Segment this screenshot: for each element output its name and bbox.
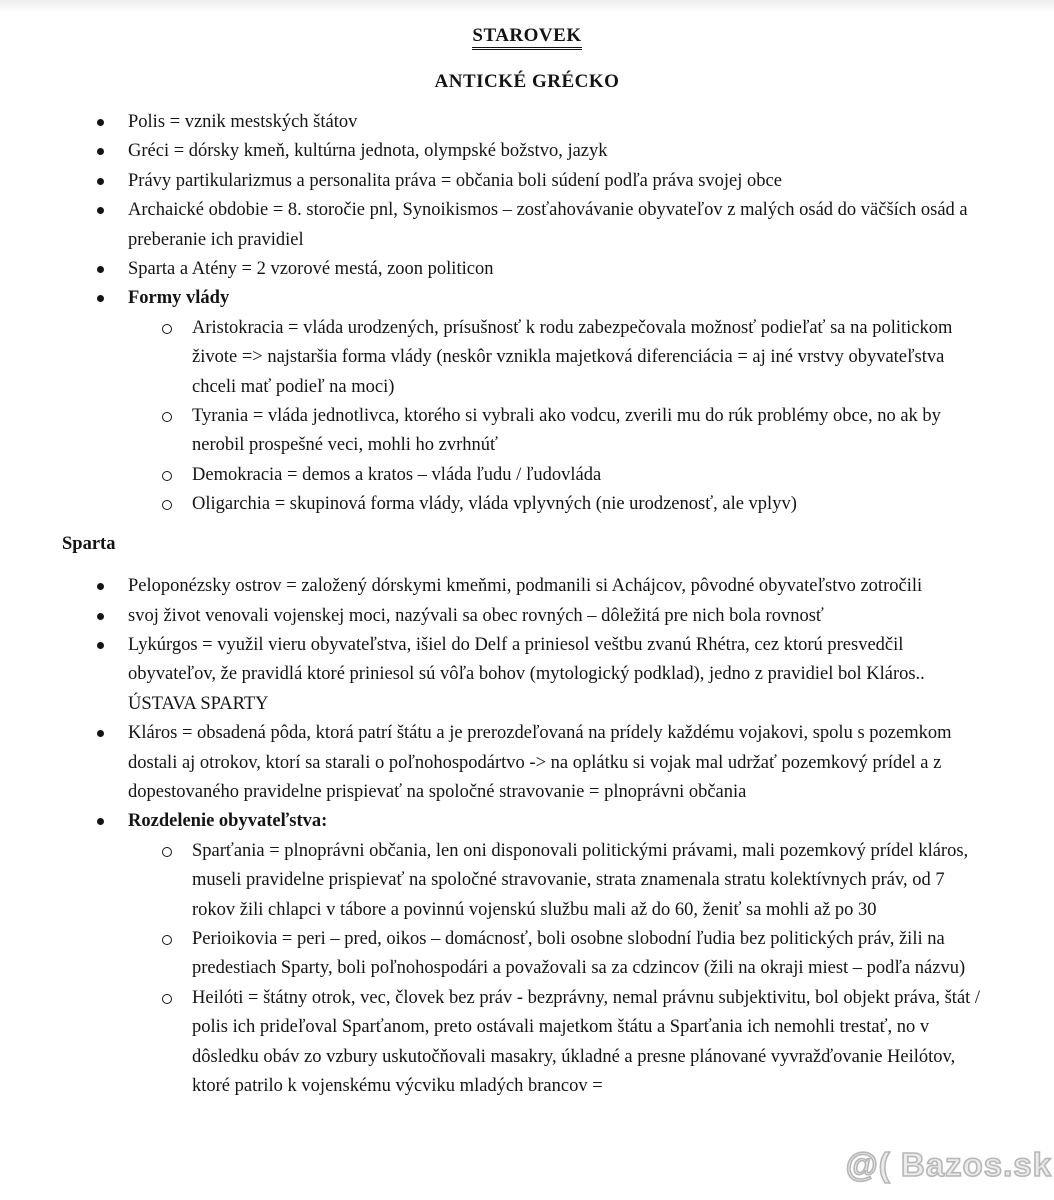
list-subitem	[0, 402, 1054, 461]
circle-bullet-icon	[160, 314, 192, 402]
list-item-text: Perioikovia = peri – pred, oikos – domácnosť, boli osobne slobodní ľudia bez politických práv, žili na predestiach Sparty, boli poľnohospodári a považovali sa za cdzincov (žili na okraji miest – podľa názvu)	[192, 928, 966, 979]
sparta-list	[0, 572, 1054, 1101]
bullet-icon	[95, 167, 128, 196]
intro-list	[0, 108, 1054, 520]
list-subitem	[0, 837, 1054, 925]
circle-bullet-icon	[160, 402, 192, 461]
bullet-icon	[95, 284, 128, 313]
list-item-text: Gréci = dórsky kmeň, kultúrna jednota, olympské božstvo, jazyk	[128, 141, 608, 162]
list-item-text: Lykúrgos = využil vieru obyvateľstva, išiel do Delf a priniesol veštbu zvanú Rhétra, cez ktorú presvedčil obyvateľov, že pravidlá ktoré priniesol sú vôľa bohov (mytologický podklad), jedno z pravidiel bol Kláros.. ÚSTAVA SPARTY	[128, 634, 925, 714]
list-item-text: Demokracia = demos a kratos – vláda ľudu / ľudovláda	[192, 464, 602, 485]
circle-bullet-icon	[160, 837, 192, 925]
list-item-text: Polis = vznik mestských štátov	[128, 112, 358, 132]
list-subitem	[0, 490, 1054, 519]
list-item	[0, 572, 1054, 601]
bullet-icon	[95, 807, 128, 836]
list-item	[0, 196, 1054, 255]
list-subitem	[0, 461, 1054, 490]
list-item-text: Sparťania = plnoprávni občania, len oni disponovali politickými právami, mali pozemkový prídel kláros, museli pravidelne prispievať na spoločné stravovanie, strata znamenala stratu kolektívnych práv, od 7 rokov žili chlapci v tábore a povinnú vojenskú službu mali až do 60, ženiť sa mohli až po 30	[192, 840, 969, 920]
list-item	[0, 602, 1054, 631]
list-item-text: Právy partikularizmus a personalita práva = občania boli súdení podľa práva svojej obce	[128, 170, 782, 191]
list-item-text: Rozdelenie obyvateľstva:	[128, 811, 328, 832]
list-item	[0, 137, 1054, 166]
section-heading-sparta: Sparta	[62, 533, 116, 554]
circle-bullet-icon	[160, 984, 192, 1102]
list-subitem	[0, 925, 1054, 984]
bullet-icon	[95, 602, 128, 631]
bullet-icon	[95, 137, 128, 166]
page-title	[0, 0, 1054, 50]
list-item-text: Kláros = obsadená pôda, ktorá patrí štátu a je prerozdeľovaná na prídely každému vojakovi, spolu s pozemkom dostali aj otrokov, ktorí sa starali o poľnohospodártvo -> na oplátku si vojak mal udržať pozemkový prídel a z dopestovaného pravidelne prispievať na spoločné stravovanie = plnoprávni občania	[128, 723, 952, 802]
list-item-text: Formy vlády	[128, 288, 230, 309]
list-item	[0, 719, 1054, 807]
bullet-icon	[95, 719, 128, 807]
circle-bullet-icon	[160, 925, 192, 984]
circle-bullet-icon	[160, 461, 192, 490]
bullet-icon	[95, 631, 128, 719]
bazos-watermark: @( Bazos.sk	[845, 1146, 1052, 1183]
list-item-text: Archaické obdobie = 8. storočie pnl, Synoikismos – zosťahovávanie obyvateľov z malých osád do väčších osád a preberanie ich pravidiel	[128, 200, 968, 250]
list-item	[0, 255, 1054, 284]
page-title-text: STAROVEK	[472, 25, 581, 50]
bullet-icon	[95, 572, 128, 601]
list-subitem	[0, 984, 1054, 1102]
list-item-rozdelenie	[0, 807, 1054, 836]
bullet-icon	[95, 108, 128, 137]
list-item	[0, 631, 1054, 719]
list-item-text: Peloponézsky ostrov = založený dórskymi kmeňmi, podmanili si Achájcov, pôvodné obyvateľstvo zotročili	[128, 576, 923, 597]
list-item-text: Oligarchia = skupinová forma vlády, vláda vplyvných (nie urodzenosť, ale vplyv)	[192, 494, 797, 515]
page-subtitle: ANTICKÉ GRÉCKO	[434, 71, 620, 92]
circle-bullet-icon	[160, 490, 192, 519]
bullet-icon	[95, 196, 128, 255]
bullet-icon	[95, 255, 128, 284]
list-item-text: svoj život venovali vojenskej moci, nazývali sa obec rovných – dôležitá pre nich bola rovnosť	[128, 605, 824, 626]
list-subitem	[0, 314, 1054, 402]
list-item-text: Tyrania = vláda jednotlivca, ktorého si vybrali ako vodcu, zverili mu do rúk problémy obce, no ak by nerobil prospešné veci, mohli ho zvrhnúť	[192, 406, 941, 456]
list-item	[0, 108, 1054, 137]
list-item-formy-vlady	[0, 284, 1054, 313]
list-item-text: Sparta a Atény = 2 vzorové mestá, zoon politicon	[128, 259, 494, 280]
list-item-text: Heilóti = štátny otrok, vec, človek bez práv - bezprávny, nemal právnu subjektivitu, bol objekt práva, štát / polis ich prideľoval Sparťanom, preto ostávali majetkom štátu a Sparťania ich nemohli trestať, no v dôsledku obáv zo vzbury uskutočňovali masakry, úkladné a presne plánované vyvražďovanie Heilótov, ktoré patrilo k vojenskému výcviku mladých brancov =	[192, 987, 981, 1096]
list-item	[0, 167, 1054, 196]
list-item-text: Aristokracia = vláda urodzených, prísušnosť k rodu zabezpečovala možnosť podieľať sa na politickom živote => najstaršia forma vlády (neskôr vznikla majetková diferenciácia = aj iné vrstvy obyvateľstva chceli mať podieľ na moci)	[192, 317, 953, 397]
